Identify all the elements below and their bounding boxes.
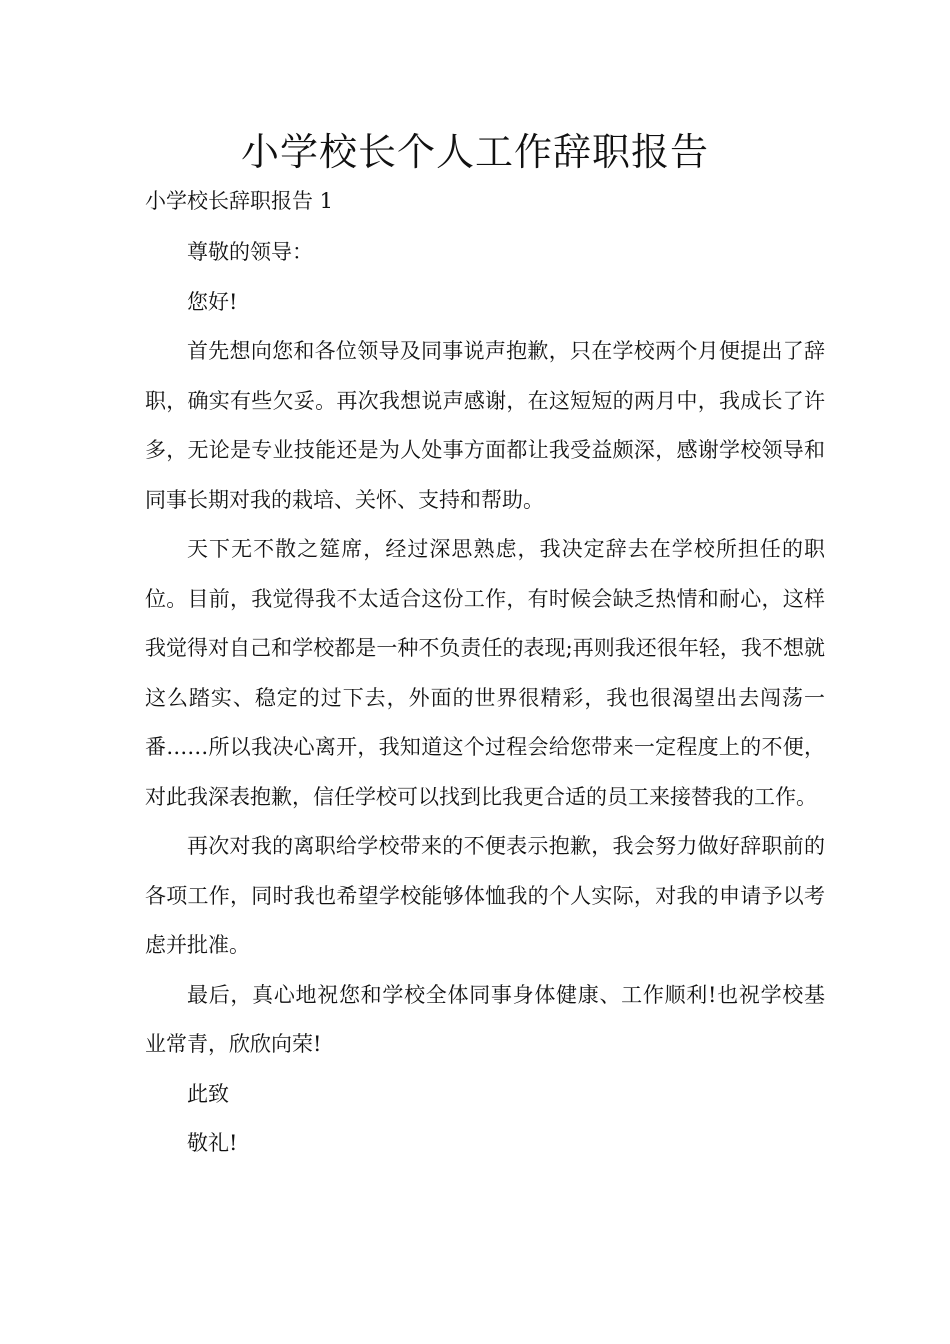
document-body: [145, 228, 825, 1169]
paragraph-wishes: 最后，真心地祝您和学校全体同事身体健康、工作顺利!也祝学校基业常青，欣欣向荣!: [145, 982, 825, 1056]
paragraph-reason: 天下无不散之筵席，经过深思熟虑，我决定辞去在学校所担任的职位。目前，我觉得我不太适合这份工作，有时候会缺乏热情和耐心，这样我觉得对自己和学校都是一种不负责任的表现;再则我还很年轻，我不想就这么踏实、稳定的过下去，外面的世界很精彩，我也很渴望出去闯荡一番……所以我决心离开，我知道这个过程会给您带来一定程度上的不便，对此我深表抱歉，信任学校可以找到比我更合适的员工来接替我的工作。: [145, 537, 825, 809]
paragraph-apology: 首先想向您和各位领导及同事说声抱歉，只在学校两个月便提出了辞职，确实有些欠妥。再次我想说声感谢，在这短短的两月中，我成长了许多，无论是专业技能还是为人处事方面都让我受益颇深，感谢学校领导和同事长期对我的栽培、关怀、支持和帮助。: [145, 339, 825, 512]
closing-line-1: 此致: [187, 1081, 229, 1106]
closing-line-2: 敬礼!: [187, 1131, 238, 1155]
paragraph-handover: 再次对我的离职给学校带来的不便表示抱歉，我会努力做好辞职前的各项工作，同时我也希望学校能够体恤我的个人实际，对我的申请予以考虑并批准。: [145, 834, 825, 957]
document-subtitle: 小学校长辞职报告 1: [145, 189, 334, 213]
document-title: 小学校长个人工作辞职报告: [240, 130, 709, 174]
greeting: 您好!: [187, 289, 238, 314]
salutation: 尊敬的领导：: [187, 240, 313, 264]
